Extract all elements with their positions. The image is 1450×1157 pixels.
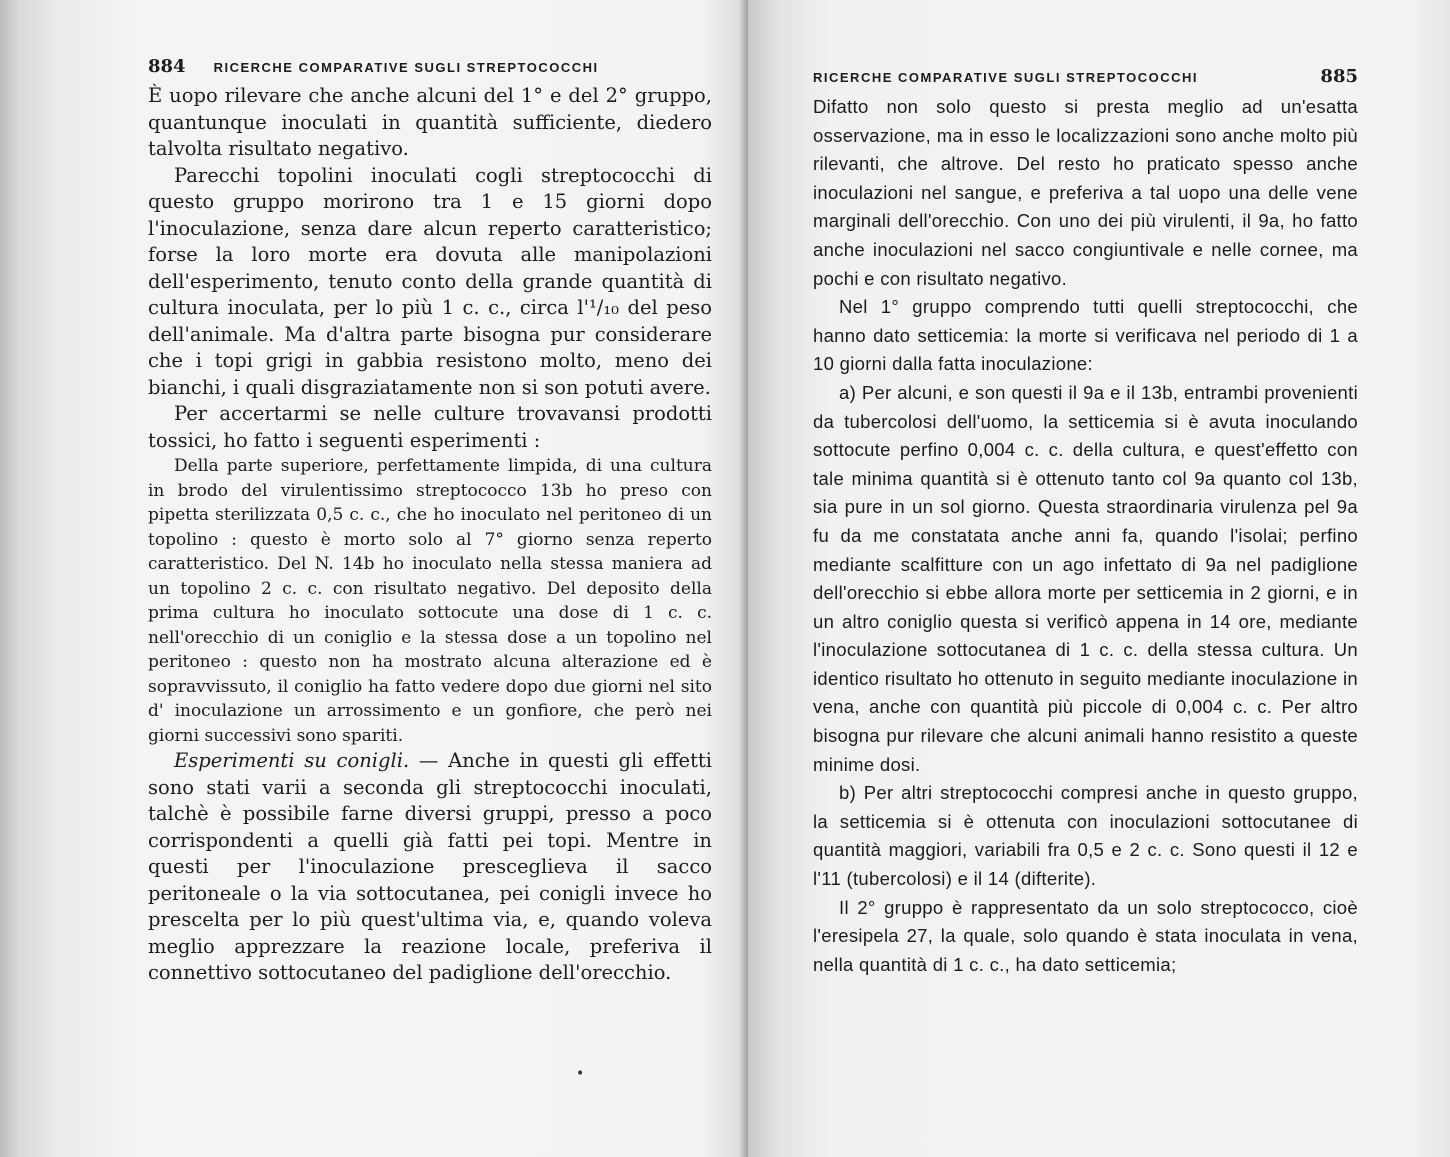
paragraph: a) Per alcuni, e son questi il 9a e il 13b, entrambi provenienti da tubercolosi dell'uomo, la setticemia si è avuta inoculando sottocute perfino 0,004 c. c. della cultura, e quest'effetto con tale minima quantità si è ottenuto tanto col 9a quanto col 13b, sia pure in un sol giorno. Questa straordinaria virulenza pel 9a fu da me constatata anche anni fa, quando l'isolai; perfino mediante scalfitture con un ago infettato di 9a nel padiglione dell'orecchio si ebbe allora morte per setticemia in 2 giorni, e in un altro coniglio questa si verificò appena in 14 ore, mediante l'inoculazione sottocutanea di 1 c. c. della stessa cultura. Un identico risultato ho ottenuto in seguito mediante inoculazione in vena, anche con quantità più piccole di 0,004 c. c. Per altro bisogna pur rilevare che alcuni animali hanno resistito a queste minime dosi. [813,381,1358,775]
paragraph: Per accertarmi se nelle culture trovavansi prodotti tossici, ho fatto i seguenti esperimenti : [148,402,712,452]
paragraph [148,748,712,987]
left-running-head [148,56,712,77]
paragraph: Difatto non solo questo si presta meglio ad un'esatta osservazione, ma in esso le localizzazioni sono anche molto più rilevanti, che altrove. Del resto ho praticato spesso anche inoculazioni nel sangue, e preferiva a tal uopo una delle vene marginali dell'orecchio. Con uno dei più virulenti, il 9a, ho fatto anche inoculazioni nel sacco congiuntivale e nelle cornee, ma pochi e con risultato negativo. [813,96,1358,289]
paragraph: b) Per altri streptococchi compresi anche in questo gruppo, la setticemia si è ottenuta con inoculazioni sottocutanee di quantità maggiori, variabili fra 0,5 e 2 c. c. Sono questi il 12 e l'11 (tubercolosi) e il 14 (difterite). [813,782,1358,890]
section-heading: Esperimenti su conigli. [174,749,410,772]
paragraph: Nel 1° gruppo comprendo tutti quelli streptococchi, che hanno dato setticemia: la morte si verificava nel periodo di 1 a 10 giorni dalla fatta inoculazione: [813,296,1358,375]
paragraph: Parecchi topolini inoculati cogli streptococchi di questo gruppo morirono tra 1 e 15 giorni dopo l'inoculazione, senza dare alcun reperto caratteristico; forse la loro morte era dovuta alle manipolazioni dell'esperimento, tenuto conto della grande quantità di cultura inoculata, per lo più 1 c. c., circa l'¹/₁₀ del peso dell'animale. Ma d'altra parte bisogna pur considerare che i topi grigi in gabbia resistono molto, meno dei bianchi, i quali disgraziatamente non si son potuti avere. [148,163,712,399]
binding-edge [0,0,22,1157]
running-head-title: RICERCHE COMPARATIVE SUGLI STREPTOCOCCHI [213,60,599,75]
paragraph: Il 2° gruppo è rappresentato da un solo streptococco, cioè l'eresipela 27, la quale, solo quando è stata inoculata in vena, nella quantità di 1 c. c., ha dato setticemia; [813,896,1358,975]
paragraph: È uopo rilevare che anche alcuni del 1° e del 2° gruppo, quantunque inoculati in quantità sufficiente, diedero talvolta risultato negativo. [148,84,712,160]
right-running-head [813,66,1358,87]
running-head-title: RICERCHE COMPARATIVE SUGLI STREPTOCOCCHI [813,70,1199,85]
page-number: 884 [148,56,186,77]
page-number: 885 [1320,66,1358,87]
page-mark: • [576,1066,585,1082]
paragraph-text: — Anche in questi gli effetti sono stati varii a seconda gli streptococchi inoculati, talchè è possibile farne diversi gruppi, presso a poco corrispondenti a quelli già fatti pei topi. Mentre in questi per l'inoculazione presceglieva il sacco peritoneale o la via sottocutanea, pei conigli invece ho prescelta per lo più quest'ultima via, e, quando voleva meglio apprezzare la reazione locale, preferiva il connettivo sottocutaneo del padiglione dell'orecchio. [148,749,712,984]
right-page [748,0,1450,1157]
small-print-paragraph: Della parte superiore, perfettamente limpida, di una cultura in brodo del virulentissimo streptococco 13b ho preso con pipetta sterilizzata 0,5 c. c., che ho inoculato nel peritoneo di un topolino : questo è morto solo al 7° giorno senza reperto caratteristico. Del N. 14b ho inoculato nella stessa maniera ad un topolino 2 c. c. con risultato negativo. Del deposito della prima cultura ho inoculato sottocute una dose di 1 c. c. nell'orecchio di un coniglio e la stessa dose a un topolino nel peritoneo : questo non ha mostrato alcuna alterazione ed è sopravvissuto, il coniglio ha fatto vedere dopo due giorni nel sito d' inoculazione un arrossimento e un gonfiore, che però nei giorni successivi sono spariti. [148,456,712,746]
